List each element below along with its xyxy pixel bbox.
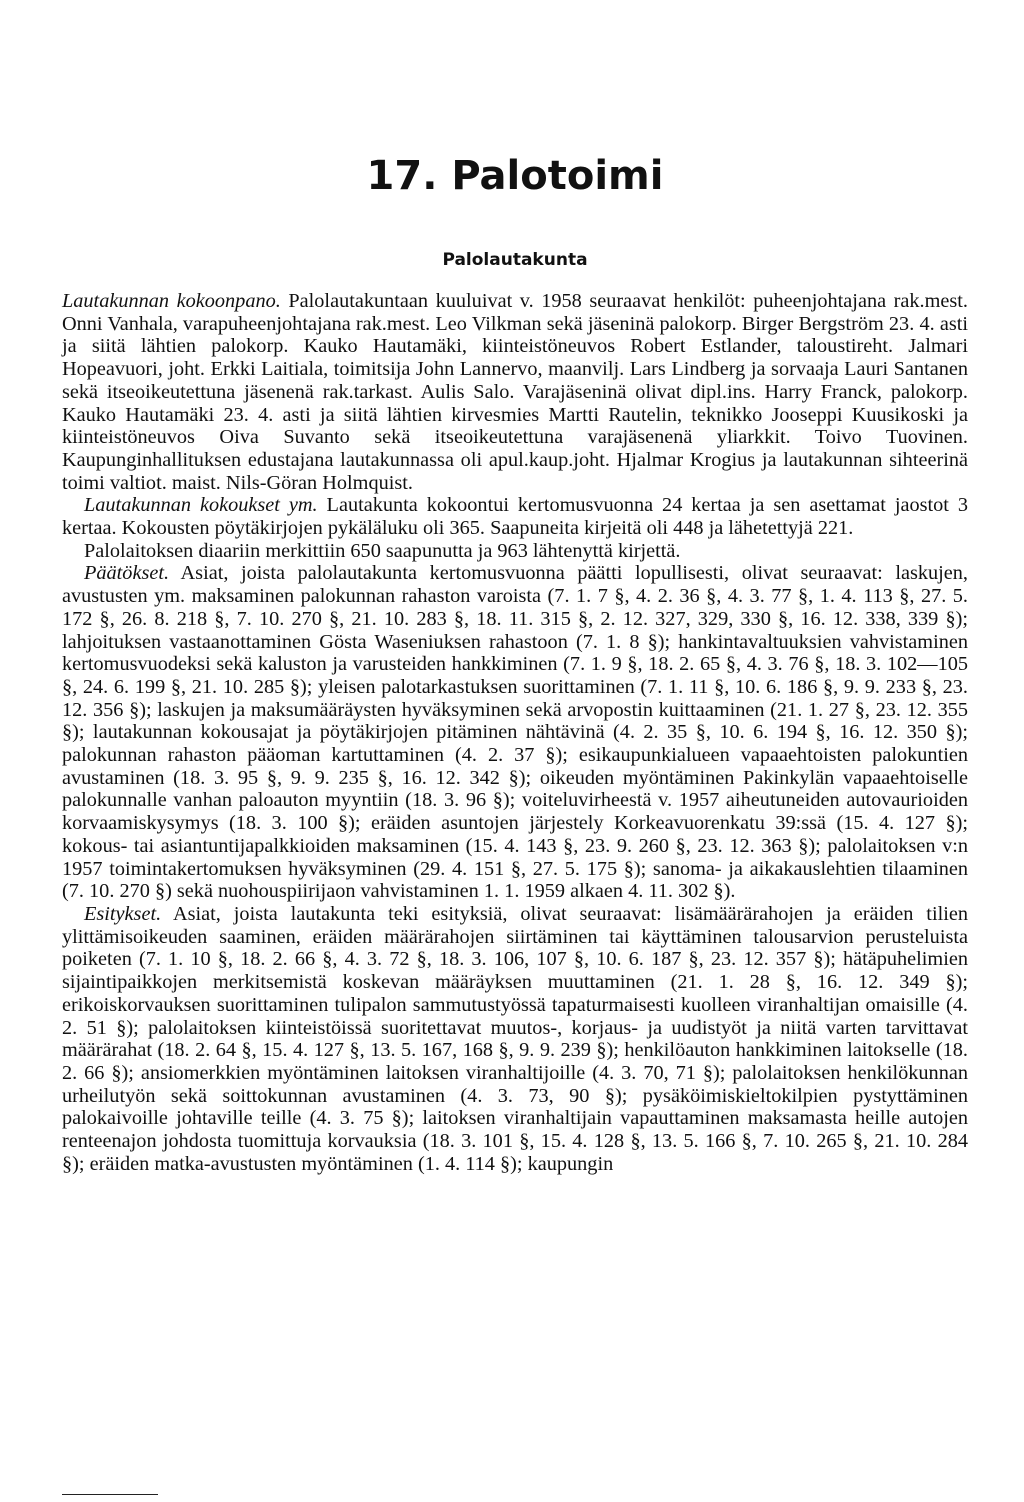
paragraph-kokoonpano (62, 290, 968, 494)
paragraph-lead: Lautakunnan kokoonpano. (62, 290, 281, 312)
paragraph-paatokset (62, 562, 968, 903)
paragraph-text: Palolaitoksen diaariin merkittiin 650 saapunutta ja 963 lähtenyttä kirjettä. (84, 539, 681, 562)
body-text (62, 290, 968, 1175)
paragraph-diaari (62, 540, 968, 563)
paragraph-lead: Lautakunnan kokoukset ym. (84, 494, 318, 517)
footer-rule (62, 1494, 158, 1495)
paragraph-text: Lautakunta kokoontui kertomusvuonna 24 kertaa ja sen asettamat jaostot 3 kertaa. Kokousten pöytäkirjojen pykäläluku oli 365. Saapuneita kirjeitä oli 448 ja lähetettyjä 221. (62, 494, 969, 540)
chapter-title: 17. Palotoimi (366, 153, 664, 199)
paragraph-esitykset (62, 903, 968, 1175)
paragraph-text: Palolautakuntaan kuuluivat v. 1958 seuraavat henkilöt: puheenjohtajana rak.mest. Onni Vanhala, varapuheenjohtajana rak.mest. Leo Vilkman sekä jäseninä palokorp. Birger Bergström 23. 4. asti ja siitä lähtien palokorp. Kauko Hautamäki, kiinteistöneuvos Robert Estlander, taloustireht. Jalmari Hopeavuori, joht. Erkki Laitiala, toimitsija John Lannervo, maanvilj. Lars Lindberg ja sorvaaja Lauri Santanen sekä itseoikeutettuna jäsenenä rak.tarkast. Aulis Salo. Varajäseninä olivat dipl.ins. Harry Franck, palokorp. Kauko Hautamäki 23. 4. asti ja siitä lähtien kirvesmies Martti Rautelin, teknikko Jooseppi Kuusikoski ja kiinteistöneuvos Oiva Suvanto sekä itseoikeutettuna varajäsenenä yliarkkit. Toivo Tuovinen. Kaupunginhallituksen edustajana lautakunnassa oli apul.kaup.joht. Hjalmar Krogius ja lautakunnan sihteerinä toimi valtiot. maist. Nils-Göran Holmquist. (62, 290, 968, 494)
paragraph-kokoukset (62, 494, 968, 539)
paragraph-text: Asiat, joista lautakunta teki esityksiä, olivat seuraavat: lisämäärärahojen ja eräiden tilien ylittämisoikeuden saaminen, eräiden määrärahojen siirtäminen tai käyttäminen talousarvion perusteluista poiketen (7. 1. 10 §, 18. 2. 66 §, 4. 3. 72 §, 18. 3. 106, 107 §, 10. 6. 187 §, 23. 12. 357 §); hätäpuhelimien sijaintipaikkojen merkitsemistä koskevan määräyksen muuttaminen (21. 1. 28 §, 16. 12. 349 §); erikoiskorvauksen suorittaminen tulipalon sammutustyössä tapaturmaisesti kuolleen viranhaltijan omaisille (4. 2. 51 §); palolaitoksen kiinteistöissä suoritettavat muutos-, korjaus- ja uudistyöt ja niitä varten tarvittavat määrärahat (18. 2. 64 §, 15. 4. 127 §, 13. 5. 167, 168 §, 9. 9. 239 §); henkilöauton hankkiminen laitokselle (18. 2. 66 §); ansiomerkkien myöntäminen laitoksen viranhaltijoille (4. 3. 70, 71 §); palolaitoksen henkilökunnan urheilutyön sekä soittokunnan avustaminen (4. 3. 73, 90 §); pysäköimiskieltokilpien pystyttäminen palokaivoille johtaville teille (4. 3. 75 §); laitoksen viranhaltijain vapauttaminen maksamasta heille autojen renteenajon johdosta tuomittuja korvauksia (18. 3. 101 §, 15. 4. 128 §, 13. 5. 166 §, 7. 10. 265 §, 21. 10. 284 §); eräiden matka-avustusten myöntäminen (1. 4. 114 §); kaupungin (62, 902, 968, 1175)
paragraph-lead: Esitykset. (84, 902, 162, 925)
document-page (62, 0, 968, 1502)
section-title: Palolautakunta (442, 250, 588, 270)
paragraph-text: Asiat, joista palolautakunta kertomusvuonna päätti lopullisesti, olivat seuraavat: laskujen, avustusten ym. maksaminen palokunnan rahaston varoista (7. 1. 7 §, 4. 2. 36 §, 4. 3. 77 §, 1. 4. 113 §, 27. 5. 172 §, 26. 8. 218 §, 7. 10. 270 §, 21. 10. 283 §, 18. 11. 315 §, 2. 12. 327, 329, 330 §, 16. 12. 338, 339 §); lahjoituksen vastaanottaminen Gösta Waseniuksen rahastoon (7. 1. 8 §); hankintavaltuuksien vahvistaminen kertomusvuodeksi sekä kaluston ja varusteiden hankkiminen (7. 1. 9 §, 18. 2. 65 §, 4. 3. 76 §, 18. 3. 102—105 §, 24. 6. 199 §, 21. 10. 285 §); yleisen palotarkastuksen suorittaminen (7. 1. 11 §, 10. 6. 186 §, 9. 9. 233 §, 23. 12. 356 §); laskujen ja maksumääräysten hyväksyminen sekä arvopostin kuittaaminen (21. 1. 27 §, 23. 12. 355 §); lautakunnan kokousajat ja pöytäkirjojen pitäminen nähtävinä (4. 2. 35 §, 10. 6. 194 §, 16. 12. 350 §); palokunnan rahaston pääoman kartuttaminen (4. 2. 37 §); esikaupunkialueen vapaaehtoisten palokuntien avustaminen (18. 3. 95 §, 9. 9. 235 §, 16. 12. 342 §); oikeuden myöntäminen Pakinkylän vapaaehtoiselle palokunnalle vanhan paloauton myyntiin (18. 3. 96 §); voiteluvirheestä v. 1957 aiheutuneiden autovaurioiden korvaamiskysymys (18. 3. 100 §); eräiden asuntojen järjestely Korkeavuorenkatu 39:ssä (15. 4. 127 §); kokous- tai asiantuntijapalkkioiden maksaminen (15. 4. 143 §, 23. 9. 260 §, 23. 12. 363 §); palolaitoksen v:n 1957 toimintakertomuksen hyväksyminen (29. 4. 151 §, 27. 5. 175 §); sanoma- ja aikakauslehtien tilaaminen (7. 10. 270 §) sekä nuohouspiirijaon vahvistaminen 1. 1. 1959 alkaen 4. 11. 302 §). (62, 562, 968, 903)
paragraph-lead: Päätökset. (84, 562, 170, 585)
